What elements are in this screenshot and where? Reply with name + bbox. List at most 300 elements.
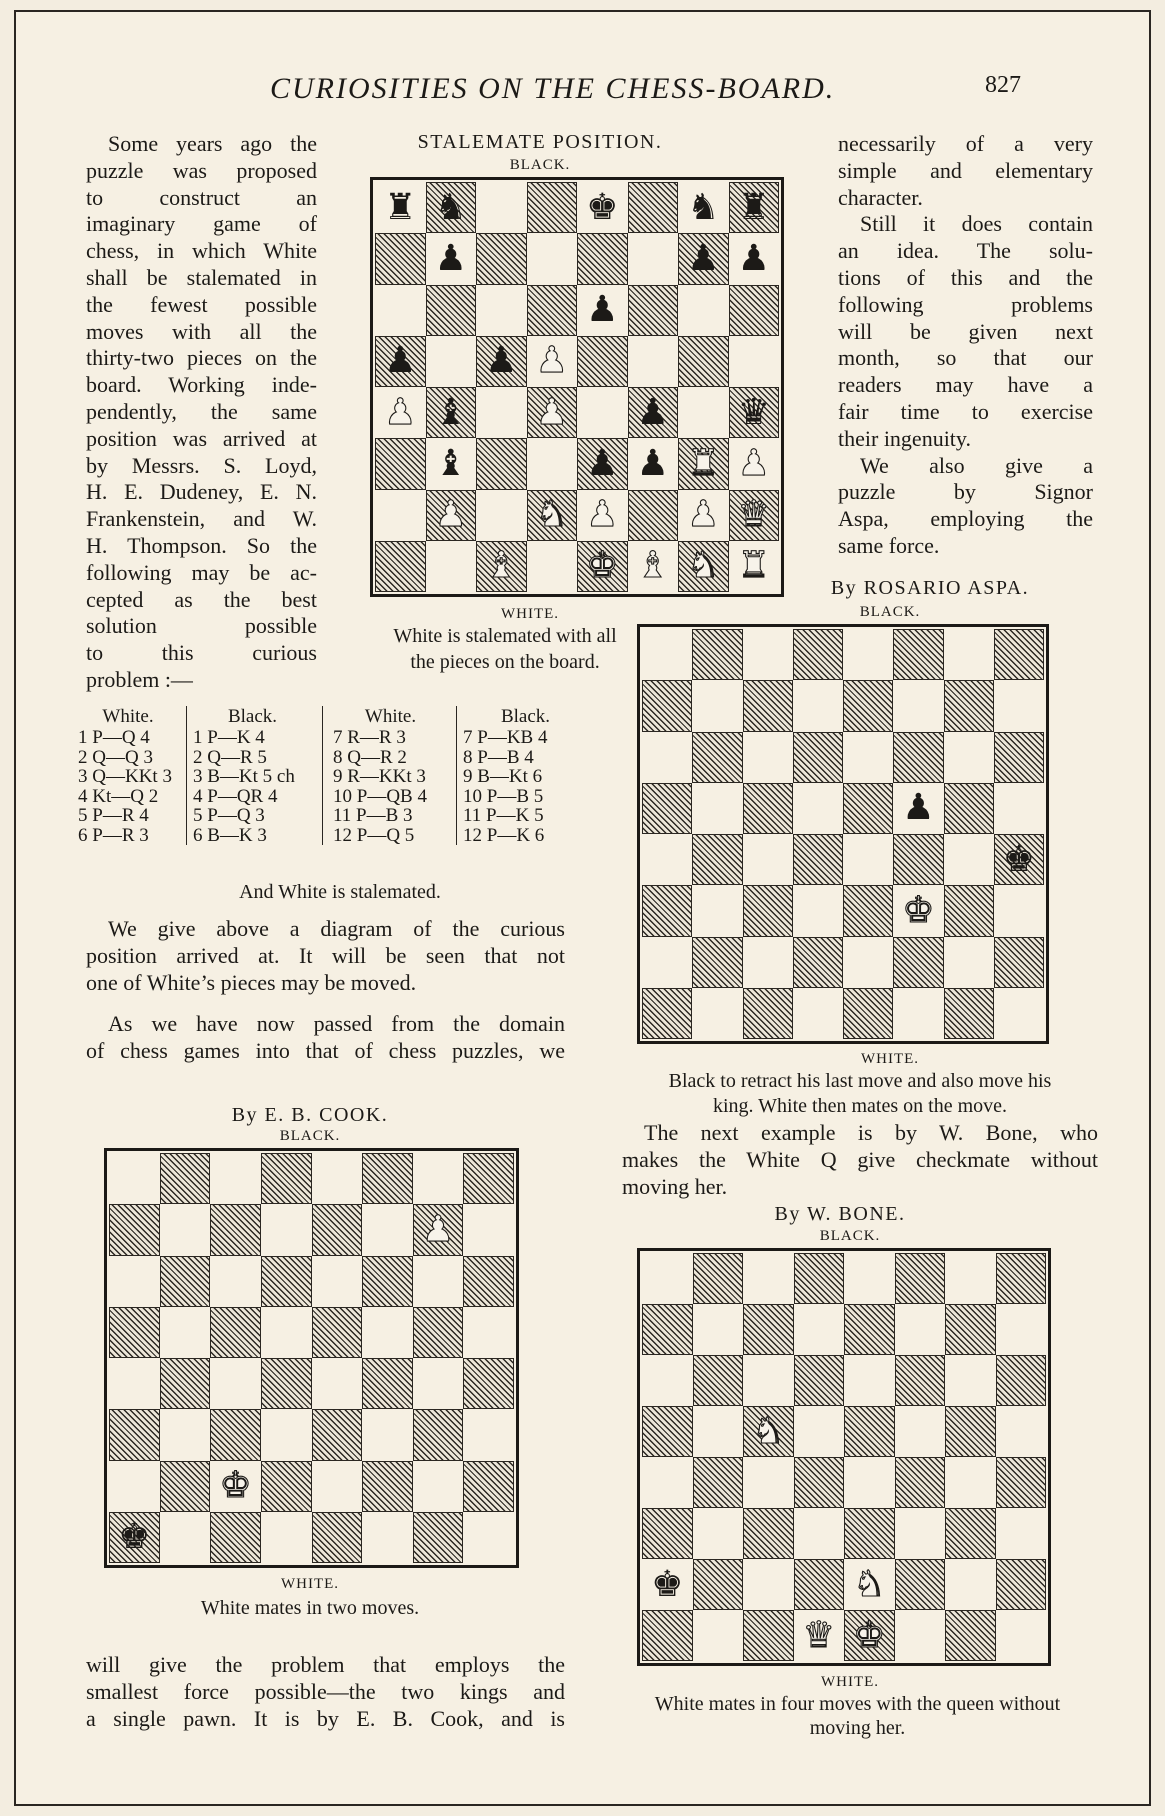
board-square xyxy=(426,490,477,541)
moves-header-4: Black. xyxy=(500,706,551,727)
right-intro-line: same force. xyxy=(838,532,940,558)
white-knight-icon: ♞ xyxy=(752,1410,785,1452)
board-square xyxy=(895,1304,946,1355)
board-square xyxy=(945,1253,996,1304)
board-square xyxy=(463,1512,514,1563)
moves-header-1: White. xyxy=(102,706,154,727)
board-square xyxy=(642,834,692,885)
left-intro-line: cepted as the best xyxy=(86,586,317,612)
board-square xyxy=(426,541,477,592)
move-entry: 2 Q—Q 3 xyxy=(78,746,153,768)
board-square xyxy=(261,1461,312,1512)
black-rook-icon: ♜ xyxy=(737,186,770,228)
bone-caption-1: White mates in four moves with the queen without xyxy=(654,1693,1061,1715)
board-square xyxy=(944,937,994,988)
aspa-caption-2: king. White then mates on the move. xyxy=(712,1095,1007,1117)
board-square xyxy=(375,541,426,592)
moves-footer: And White is stalemated. xyxy=(239,881,441,903)
board-square xyxy=(996,1508,1047,1559)
board-square xyxy=(944,988,994,1039)
board-square xyxy=(794,1457,845,1508)
black-king-icon: ♚ xyxy=(1002,838,1036,880)
board-square xyxy=(678,438,729,489)
bone-board xyxy=(637,1248,1051,1666)
board-square xyxy=(261,1256,312,1307)
board-square xyxy=(994,988,1044,1039)
board-square xyxy=(743,1406,794,1457)
board-square xyxy=(893,732,943,783)
board-square xyxy=(210,1409,261,1460)
board-square xyxy=(628,182,679,233)
black-king-icon: ♚ xyxy=(651,1563,684,1605)
black-knight-icon: ♞ xyxy=(434,186,467,228)
board-square xyxy=(693,1559,744,1610)
cook-title: By E. B. COOK. xyxy=(231,1104,389,1126)
board-square xyxy=(160,1256,211,1307)
board-square xyxy=(844,1355,895,1406)
right-intro-line: necessarily of a very xyxy=(838,131,1093,156)
board-square xyxy=(944,629,994,680)
board-square xyxy=(743,1355,794,1406)
board-square xyxy=(628,490,679,541)
board-square xyxy=(893,680,943,731)
para-smallest-line: will give the problem that employs the xyxy=(86,1652,565,1677)
board-square xyxy=(944,885,994,936)
board-square xyxy=(678,387,729,438)
board-square xyxy=(109,1153,160,1204)
left-intro-text xyxy=(86,131,317,694)
para-smallest-line: smallest force possible—the two kings and xyxy=(86,1678,565,1704)
move-entry: 3 Q—KKt 3 xyxy=(78,766,172,787)
cook-caption: White mates in two moves. xyxy=(200,1597,420,1619)
board-square xyxy=(844,1253,895,1304)
move-entry: 10 P—QB 4 xyxy=(333,785,427,807)
board-square xyxy=(994,629,1044,680)
board-square xyxy=(793,783,843,834)
right-intro-line: following problems xyxy=(838,291,1093,317)
board-square xyxy=(844,1559,895,1610)
para-smallest-line: a single pawn. It is by E. B. Cook, and is xyxy=(86,1705,565,1731)
board-square xyxy=(994,885,1044,936)
board-square xyxy=(642,1559,693,1610)
board-square xyxy=(729,387,780,438)
board-square xyxy=(893,783,943,834)
board-square xyxy=(945,1610,996,1661)
board-square xyxy=(843,834,893,885)
board-square xyxy=(893,629,943,680)
board-square xyxy=(945,1508,996,1559)
left-intro-line: problem :— xyxy=(86,666,193,692)
right-intro-line: tions of this and the xyxy=(838,264,1093,290)
diagram-paragraph xyxy=(86,916,565,996)
board-square xyxy=(945,1406,996,1457)
board-square xyxy=(743,937,793,988)
black-pawn-icon: ♟ xyxy=(485,340,518,382)
bone-paragraph xyxy=(622,1120,1098,1200)
board-square xyxy=(996,1304,1047,1355)
move-entry: 1 P—K 4 xyxy=(193,727,265,748)
board-square xyxy=(945,1355,996,1406)
black-rook-icon: ♜ xyxy=(384,186,417,228)
board-square xyxy=(642,680,692,731)
board-square xyxy=(375,233,426,284)
right-intro-line: We also give a xyxy=(860,452,1093,478)
board-square xyxy=(693,1253,744,1304)
right-intro-line: will be given next xyxy=(838,318,1093,344)
aspa-caption-1: Black to retract his last move and also move his xyxy=(668,1070,1052,1092)
para-diagram-line: one of White’s pieces may be moved. xyxy=(86,969,417,995)
move-entry: 5 P—Q 3 xyxy=(193,805,265,826)
board-square xyxy=(362,1307,413,1358)
board-square xyxy=(743,1253,794,1304)
board-square xyxy=(628,285,679,336)
board-square xyxy=(893,937,943,988)
right-intro-column xyxy=(838,131,1093,560)
aspa-black-label: BLACK. xyxy=(859,604,921,620)
board-square xyxy=(476,438,527,489)
board-square xyxy=(642,1457,693,1508)
white-pawn-icon: ♟ xyxy=(434,494,467,536)
right-intro-line: month, so that our xyxy=(838,345,1093,371)
right-intro-line: fair time to exercise xyxy=(838,398,1093,424)
board-square xyxy=(109,1512,160,1563)
board-square xyxy=(312,1409,363,1460)
stalemate-board xyxy=(370,177,784,597)
black-pawn-icon: ♟ xyxy=(586,442,619,484)
board-square xyxy=(463,1358,514,1409)
para-bone-line: moving her. xyxy=(622,1173,728,1199)
move-entry: 11 P—B 3 xyxy=(333,805,413,826)
board-square xyxy=(996,1610,1047,1661)
move-entry: 12 P—K 6 xyxy=(463,824,545,846)
stalemate-caption-1: White is stalemated with all xyxy=(393,625,617,647)
board-square xyxy=(375,490,426,541)
board-square xyxy=(678,182,729,233)
board-square xyxy=(160,1204,211,1255)
board-square xyxy=(729,490,780,541)
left-intro-line: Some years ago the xyxy=(108,131,317,156)
board-square xyxy=(743,680,793,731)
board-square xyxy=(693,1457,744,1508)
move-entry: 6 P—R 3 xyxy=(78,824,149,846)
move-entry: 7 P—KB 4 xyxy=(463,727,548,748)
board-square xyxy=(413,1461,464,1512)
board-square xyxy=(945,1559,996,1610)
black-pawn-icon: ♟ xyxy=(434,237,467,279)
left-intro-line: puzzle was proposed xyxy=(86,157,317,183)
board-square xyxy=(476,233,527,284)
board-square xyxy=(642,1610,693,1661)
board-square xyxy=(693,1508,744,1559)
black-king-icon: ♚ xyxy=(118,1516,151,1558)
para-bone-line: The next example is by W. Bone, who xyxy=(644,1120,1098,1145)
board-square xyxy=(261,1512,312,1563)
board-square xyxy=(996,1406,1047,1457)
board-square xyxy=(794,1610,845,1661)
board-square xyxy=(794,1304,845,1355)
board-square xyxy=(210,1307,261,1358)
board-square xyxy=(261,1204,312,1255)
board-square xyxy=(312,1256,363,1307)
board-square xyxy=(476,490,527,541)
stalemate-caption-2: the pieces on the board. xyxy=(410,651,600,673)
domain-paragraph xyxy=(86,1011,565,1065)
board-square xyxy=(895,1457,946,1508)
board-square xyxy=(843,732,893,783)
move-entry: 6 B—K 3 xyxy=(193,824,267,846)
move-entry: 4 P—QR 4 xyxy=(193,785,278,807)
right-intro-line: an idea. The solu- xyxy=(838,238,1093,264)
board-square xyxy=(794,1406,845,1457)
board-square xyxy=(160,1307,211,1358)
board-square xyxy=(895,1610,946,1661)
board-square xyxy=(843,680,893,731)
board-square xyxy=(413,1204,464,1255)
board-square xyxy=(577,233,628,284)
board-square xyxy=(743,1457,794,1508)
black-queen-icon: ♛ xyxy=(737,391,770,433)
board-square xyxy=(743,1610,794,1661)
board-square xyxy=(413,1307,464,1358)
board-square xyxy=(743,732,793,783)
black-bishop-icon: ♝ xyxy=(434,391,467,433)
left-intro-line: to construct an xyxy=(86,184,317,210)
right-intro-line: character. xyxy=(838,184,923,210)
board-square xyxy=(843,937,893,988)
board-square xyxy=(362,1256,413,1307)
board-square xyxy=(895,1406,946,1457)
board-square xyxy=(210,1461,261,1512)
board-square xyxy=(895,1559,946,1610)
board-square xyxy=(628,336,679,387)
move-entry: 8 Q—R 2 xyxy=(333,746,407,768)
board-square xyxy=(476,336,527,387)
board-square xyxy=(413,1153,464,1204)
board-square xyxy=(642,732,692,783)
board-square xyxy=(793,732,843,783)
white-knight-icon: ♞ xyxy=(687,545,720,587)
board-square xyxy=(413,1358,464,1409)
white-pawn-icon: ♟ xyxy=(687,494,720,536)
move-entry: 9 B—Kt 6 xyxy=(463,766,543,787)
move-entry: 1 P—Q 4 xyxy=(78,727,150,748)
board-square xyxy=(793,680,843,731)
board-square xyxy=(996,1457,1047,1508)
cook-white-label: WHITE. xyxy=(280,1576,340,1592)
board-square xyxy=(109,1204,160,1255)
move-entry: 2 Q—R 5 xyxy=(193,746,267,768)
board-square xyxy=(577,285,628,336)
move-entry: 5 P—R 4 xyxy=(78,805,149,826)
board-square xyxy=(476,285,527,336)
board-square xyxy=(944,732,994,783)
board-square xyxy=(577,438,628,489)
board-square xyxy=(793,937,843,988)
board-square xyxy=(692,885,742,936)
bone-caption-2: moving her. xyxy=(809,1717,906,1739)
black-pawn-icon: ♟ xyxy=(586,289,619,331)
board-square xyxy=(463,1307,514,1358)
board-square xyxy=(375,336,426,387)
left-intro-line: H. Thompson. So the xyxy=(86,532,317,558)
board-square xyxy=(476,541,527,592)
board-square xyxy=(312,1204,363,1255)
para-domain-line: As we have now passed from the domain xyxy=(108,1011,565,1036)
board-square xyxy=(729,438,780,489)
cook-board xyxy=(104,1148,519,1568)
board-square xyxy=(375,285,426,336)
board-square xyxy=(843,988,893,1039)
board-square xyxy=(996,1559,1047,1610)
board-square xyxy=(426,336,477,387)
aspa-white-label: WHITE. xyxy=(860,1051,920,1067)
board-square xyxy=(692,988,742,1039)
board-square xyxy=(577,182,628,233)
board-square xyxy=(692,783,742,834)
left-intro-line: to this curious xyxy=(86,640,317,666)
right-intro-line: their ingenuity. xyxy=(838,425,971,451)
board-square xyxy=(794,1253,845,1304)
board-square xyxy=(729,233,780,284)
board-square xyxy=(678,541,729,592)
board-square xyxy=(895,1508,946,1559)
board-square xyxy=(642,988,692,1039)
board-square xyxy=(642,885,692,936)
right-intro-line: puzzle by Signor xyxy=(838,479,1093,505)
black-pawn-icon: ♟ xyxy=(636,442,669,484)
board-square xyxy=(743,1508,794,1559)
move-entry: 11 P—K 5 xyxy=(463,805,544,826)
board-square xyxy=(743,783,793,834)
board-square xyxy=(476,387,527,438)
board-square xyxy=(642,629,692,680)
board-square xyxy=(527,233,578,284)
board-square xyxy=(476,182,527,233)
white-queen-icon: ♛ xyxy=(802,1614,835,1656)
board-square xyxy=(729,182,780,233)
right-intro-line: simple and elementary xyxy=(838,157,1093,183)
board-square xyxy=(210,1256,261,1307)
black-pawn-icon: ♟ xyxy=(636,391,669,433)
left-intro-line: moves with all the xyxy=(86,318,317,344)
white-knight-icon: ♞ xyxy=(853,1563,886,1605)
board-square xyxy=(678,336,729,387)
board-square xyxy=(312,1358,363,1409)
board-square xyxy=(693,1610,744,1661)
board-square xyxy=(463,1153,514,1204)
board-square xyxy=(994,783,1044,834)
board-square xyxy=(210,1153,261,1204)
board-square xyxy=(692,834,742,885)
board-square xyxy=(577,490,628,541)
board-square xyxy=(426,233,477,284)
board-square xyxy=(642,937,692,988)
black-bishop-icon: ♝ xyxy=(434,442,467,484)
board-square xyxy=(463,1204,514,1255)
board-square xyxy=(945,1457,996,1508)
left-intro-line: following may be ac- xyxy=(86,559,317,585)
stalemate-title: STALEMATE POSITION. xyxy=(417,131,663,153)
board-square xyxy=(210,1204,261,1255)
board-square xyxy=(160,1461,211,1512)
board-square xyxy=(210,1512,261,1563)
move-entry: 12 P—Q 5 xyxy=(333,824,415,846)
board-square xyxy=(362,1461,413,1512)
board-square xyxy=(527,336,578,387)
board-square xyxy=(692,629,742,680)
white-bishop-icon: ♝ xyxy=(636,545,669,587)
board-square xyxy=(994,937,1044,988)
white-bishop-icon: ♝ xyxy=(485,545,518,587)
left-intro-line: solution possible xyxy=(86,613,317,639)
white-rook-icon: ♜ xyxy=(687,442,720,484)
board-square xyxy=(527,387,578,438)
board-square xyxy=(793,885,843,936)
board-square xyxy=(729,285,780,336)
board-square xyxy=(109,1409,160,1460)
board-square xyxy=(577,387,628,438)
board-square xyxy=(160,1358,211,1409)
board-square xyxy=(362,1512,413,1563)
board-square xyxy=(261,1358,312,1409)
board-square xyxy=(426,387,477,438)
board-square xyxy=(463,1461,514,1512)
left-intro-line: by Messrs. S. Loyd, xyxy=(86,452,317,478)
board-square xyxy=(692,732,742,783)
black-pawn-icon: ♟ xyxy=(384,340,417,382)
aspa-board xyxy=(637,624,1049,1044)
board-square xyxy=(642,1253,693,1304)
white-king-icon: ♚ xyxy=(853,1614,886,1656)
white-pawn-icon: ♟ xyxy=(535,391,568,433)
left-intro-line: board. Working inde- xyxy=(86,372,317,398)
board-square xyxy=(463,1256,514,1307)
board-square xyxy=(793,988,843,1039)
move-entry: 9 R—KKt 3 xyxy=(333,766,426,787)
left-intro-line: thirty-two pieces on the xyxy=(86,345,317,371)
left-intro-line: H. E. Dudeney, E. N. xyxy=(86,479,317,505)
cook-black-label: BLACK. xyxy=(279,1128,341,1144)
left-intro-line: Frankenstein, and W. xyxy=(86,506,317,532)
board-square xyxy=(843,885,893,936)
move-entry: 4 Kt—Q 2 xyxy=(78,785,159,807)
white-queen-icon: ♛ xyxy=(737,494,770,536)
board-square xyxy=(375,182,426,233)
board-square xyxy=(210,1358,261,1409)
board-square xyxy=(642,1355,693,1406)
board-square xyxy=(994,834,1044,885)
board-square xyxy=(160,1153,211,1204)
board-square xyxy=(577,336,628,387)
board-square xyxy=(692,680,742,731)
board-square xyxy=(527,490,578,541)
board-square xyxy=(945,1304,996,1355)
board-square xyxy=(844,1508,895,1559)
board-square xyxy=(577,541,628,592)
left-intro-line: imaginary game of xyxy=(86,211,317,237)
move-entry: 10 P—B 5 xyxy=(463,785,544,807)
left-intro-line: pendently, the same xyxy=(86,398,317,424)
board-square xyxy=(794,1355,845,1406)
bone-black-label: BLACK. xyxy=(819,1228,881,1244)
left-intro-line: the fewest possible xyxy=(86,291,317,317)
board-square xyxy=(375,387,426,438)
right-intro-text xyxy=(838,131,1093,560)
board-square xyxy=(527,285,578,336)
board-square xyxy=(793,629,843,680)
board-square xyxy=(693,1304,744,1355)
left-intro-column xyxy=(86,131,317,694)
